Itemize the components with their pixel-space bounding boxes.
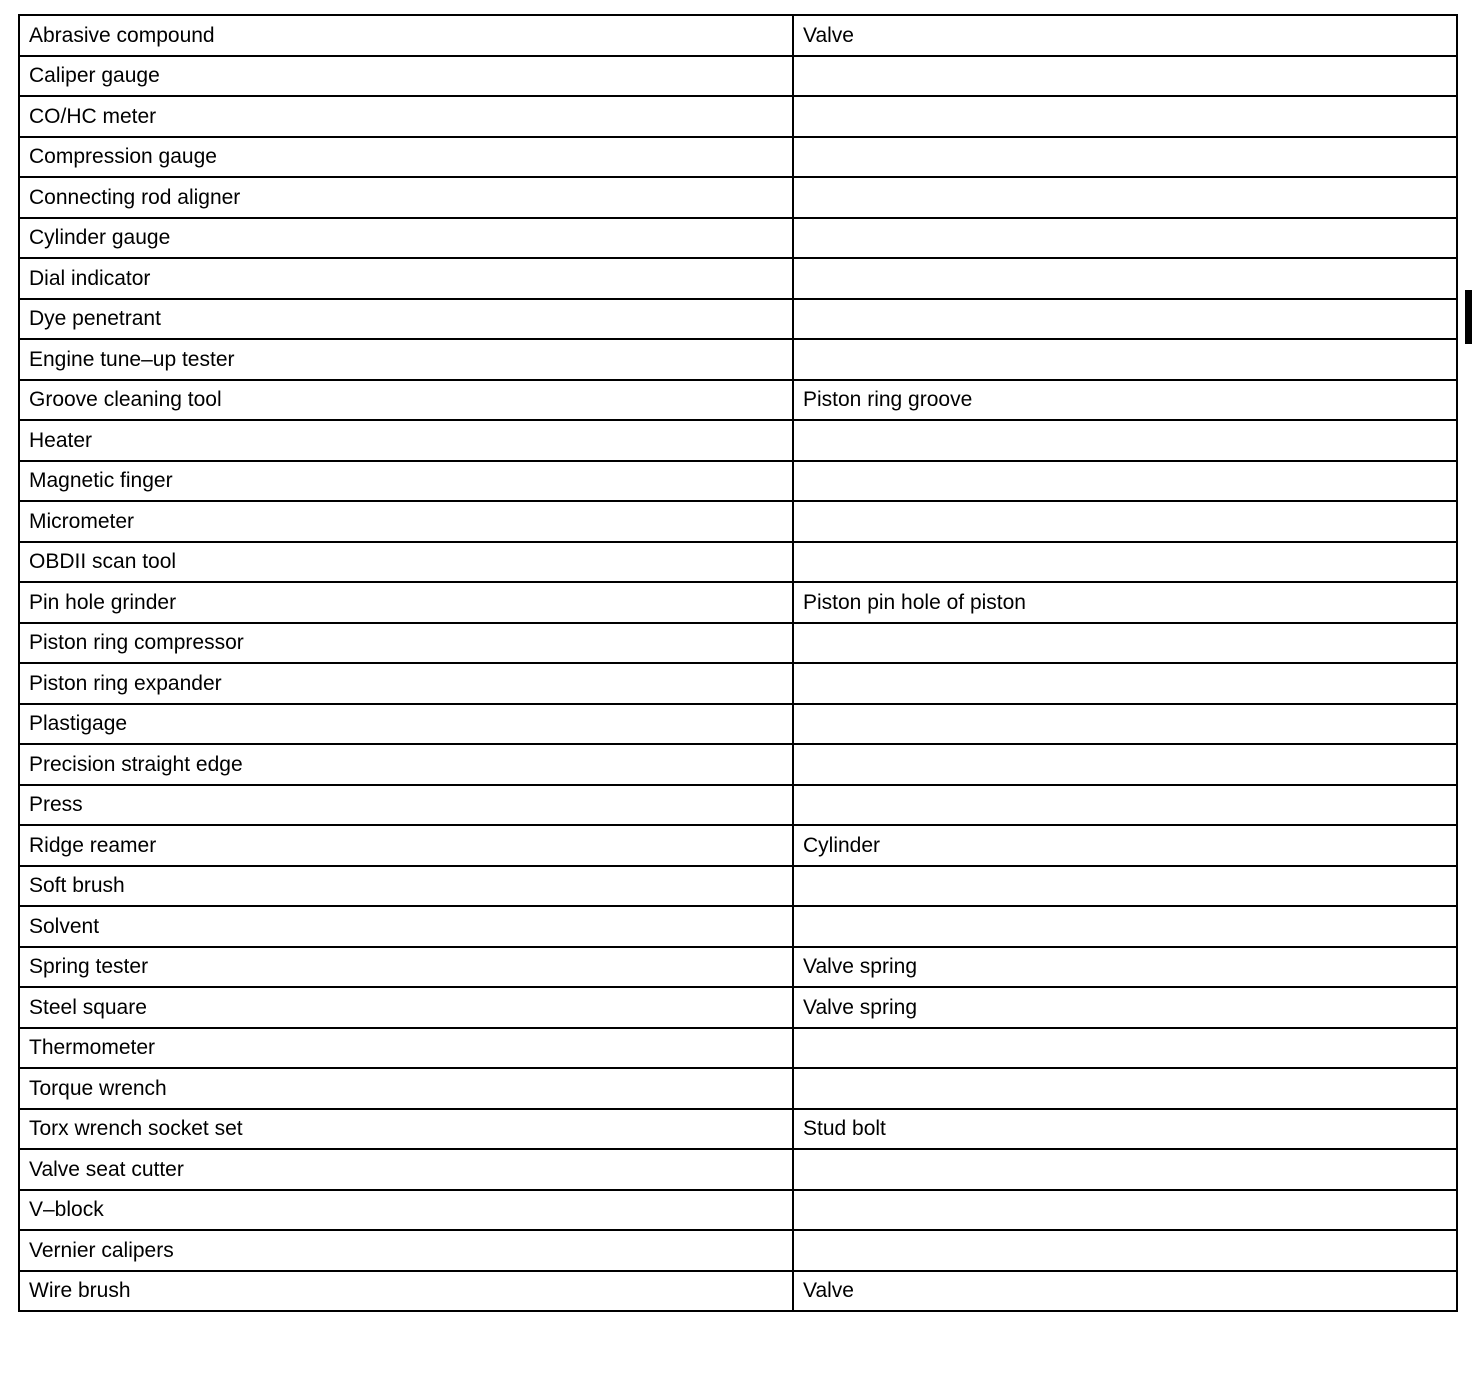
tool-cell: Engine tune–up tester bbox=[19, 339, 793, 380]
tool-cell: Ridge reamer bbox=[19, 825, 793, 866]
tool-cell: Press bbox=[19, 785, 793, 826]
part-cell bbox=[793, 339, 1457, 380]
table-row bbox=[19, 866, 1457, 907]
table-row bbox=[19, 177, 1457, 218]
table-row bbox=[19, 56, 1457, 97]
part-cell bbox=[793, 177, 1457, 218]
part-cell bbox=[793, 1068, 1457, 1109]
part-cell bbox=[793, 542, 1457, 583]
tool-cell: Pin hole grinder bbox=[19, 582, 793, 623]
part-cell bbox=[793, 56, 1457, 97]
table-row bbox=[19, 1271, 1457, 1312]
tool-cell: Wire brush bbox=[19, 1271, 793, 1312]
tool-cell: Dye penetrant bbox=[19, 299, 793, 340]
part-cell bbox=[793, 96, 1457, 137]
part-cell bbox=[793, 1028, 1457, 1069]
part-cell: Stud bolt bbox=[793, 1109, 1457, 1150]
tool-cell: Valve seat cutter bbox=[19, 1149, 793, 1190]
tool-cell: Dial indicator bbox=[19, 258, 793, 299]
part-cell: Valve bbox=[793, 1271, 1457, 1312]
tool-cell: Steel square bbox=[19, 987, 793, 1028]
tool-cell: Spring tester bbox=[19, 947, 793, 988]
part-cell bbox=[793, 1230, 1457, 1271]
tool-cell: Connecting rod aligner bbox=[19, 177, 793, 218]
tool-cell: Piston ring expander bbox=[19, 663, 793, 704]
part-cell bbox=[793, 663, 1457, 704]
tool-cell: Vernier calipers bbox=[19, 1230, 793, 1271]
table-row bbox=[19, 987, 1457, 1028]
tool-cell: Piston ring compressor bbox=[19, 623, 793, 664]
tool-cell: Thermometer bbox=[19, 1028, 793, 1069]
table-row bbox=[19, 1190, 1457, 1231]
table-row bbox=[19, 461, 1457, 502]
part-cell bbox=[793, 501, 1457, 542]
table-row bbox=[19, 1230, 1457, 1271]
tool-cell: CO/HC meter bbox=[19, 96, 793, 137]
table-row bbox=[19, 947, 1457, 988]
tool-cell: Abrasive compound bbox=[19, 15, 793, 56]
tool-cell: Plastigage bbox=[19, 704, 793, 745]
table-row bbox=[19, 704, 1457, 745]
tool-cell: V–block bbox=[19, 1190, 793, 1231]
table-row bbox=[19, 96, 1457, 137]
table-row bbox=[19, 1028, 1457, 1069]
tool-cell: Micrometer bbox=[19, 501, 793, 542]
table-row bbox=[19, 623, 1457, 664]
part-cell: Valve spring bbox=[793, 987, 1457, 1028]
part-cell bbox=[793, 420, 1457, 461]
part-cell: Valve bbox=[793, 15, 1457, 56]
table-row bbox=[19, 663, 1457, 704]
part-cell bbox=[793, 218, 1457, 259]
part-cell bbox=[793, 137, 1457, 178]
page-edge-mark bbox=[1465, 290, 1472, 344]
tool-cell: Solvent bbox=[19, 906, 793, 947]
tool-cell: Compression gauge bbox=[19, 137, 793, 178]
table-row bbox=[19, 1068, 1457, 1109]
part-cell bbox=[793, 258, 1457, 299]
tool-cell: Torque wrench bbox=[19, 1068, 793, 1109]
table-row bbox=[19, 380, 1457, 421]
table-row bbox=[19, 785, 1457, 826]
part-cell bbox=[793, 1190, 1457, 1231]
tool-table-body bbox=[19, 15, 1457, 1311]
tool-cell: OBDII scan tool bbox=[19, 542, 793, 583]
table-row bbox=[19, 299, 1457, 340]
table-row bbox=[19, 542, 1457, 583]
tool-cell: Groove cleaning tool bbox=[19, 380, 793, 421]
tool-cell: Soft brush bbox=[19, 866, 793, 907]
table-row bbox=[19, 906, 1457, 947]
part-cell bbox=[793, 461, 1457, 502]
table-row bbox=[19, 339, 1457, 380]
part-cell: Cylinder bbox=[793, 825, 1457, 866]
tool-cell: Cylinder gauge bbox=[19, 218, 793, 259]
part-cell bbox=[793, 866, 1457, 907]
part-cell: Piston pin hole of piston bbox=[793, 582, 1457, 623]
table-row bbox=[19, 1109, 1457, 1150]
table-row bbox=[19, 501, 1457, 542]
tool-cell: Caliper gauge bbox=[19, 56, 793, 97]
part-cell: Piston ring groove bbox=[793, 380, 1457, 421]
table-row bbox=[19, 218, 1457, 259]
table-row bbox=[19, 825, 1457, 866]
part-cell bbox=[793, 299, 1457, 340]
part-cell bbox=[793, 744, 1457, 785]
part-cell: Valve spring bbox=[793, 947, 1457, 988]
part-cell bbox=[793, 623, 1457, 664]
part-cell bbox=[793, 704, 1457, 745]
table-row bbox=[19, 420, 1457, 461]
part-cell bbox=[793, 785, 1457, 826]
part-cell bbox=[793, 1149, 1457, 1190]
tool-cell: Torx wrench socket set bbox=[19, 1109, 793, 1150]
table-row bbox=[19, 582, 1457, 623]
tool-cell: Heater bbox=[19, 420, 793, 461]
tool-table bbox=[18, 14, 1458, 1312]
table-row bbox=[19, 258, 1457, 299]
table-row bbox=[19, 137, 1457, 178]
tool-cell: Magnetic finger bbox=[19, 461, 793, 502]
part-cell bbox=[793, 906, 1457, 947]
tool-cell: Precision straight edge bbox=[19, 744, 793, 785]
table-row bbox=[19, 744, 1457, 785]
table-row bbox=[19, 15, 1457, 56]
table-row bbox=[19, 1149, 1457, 1190]
